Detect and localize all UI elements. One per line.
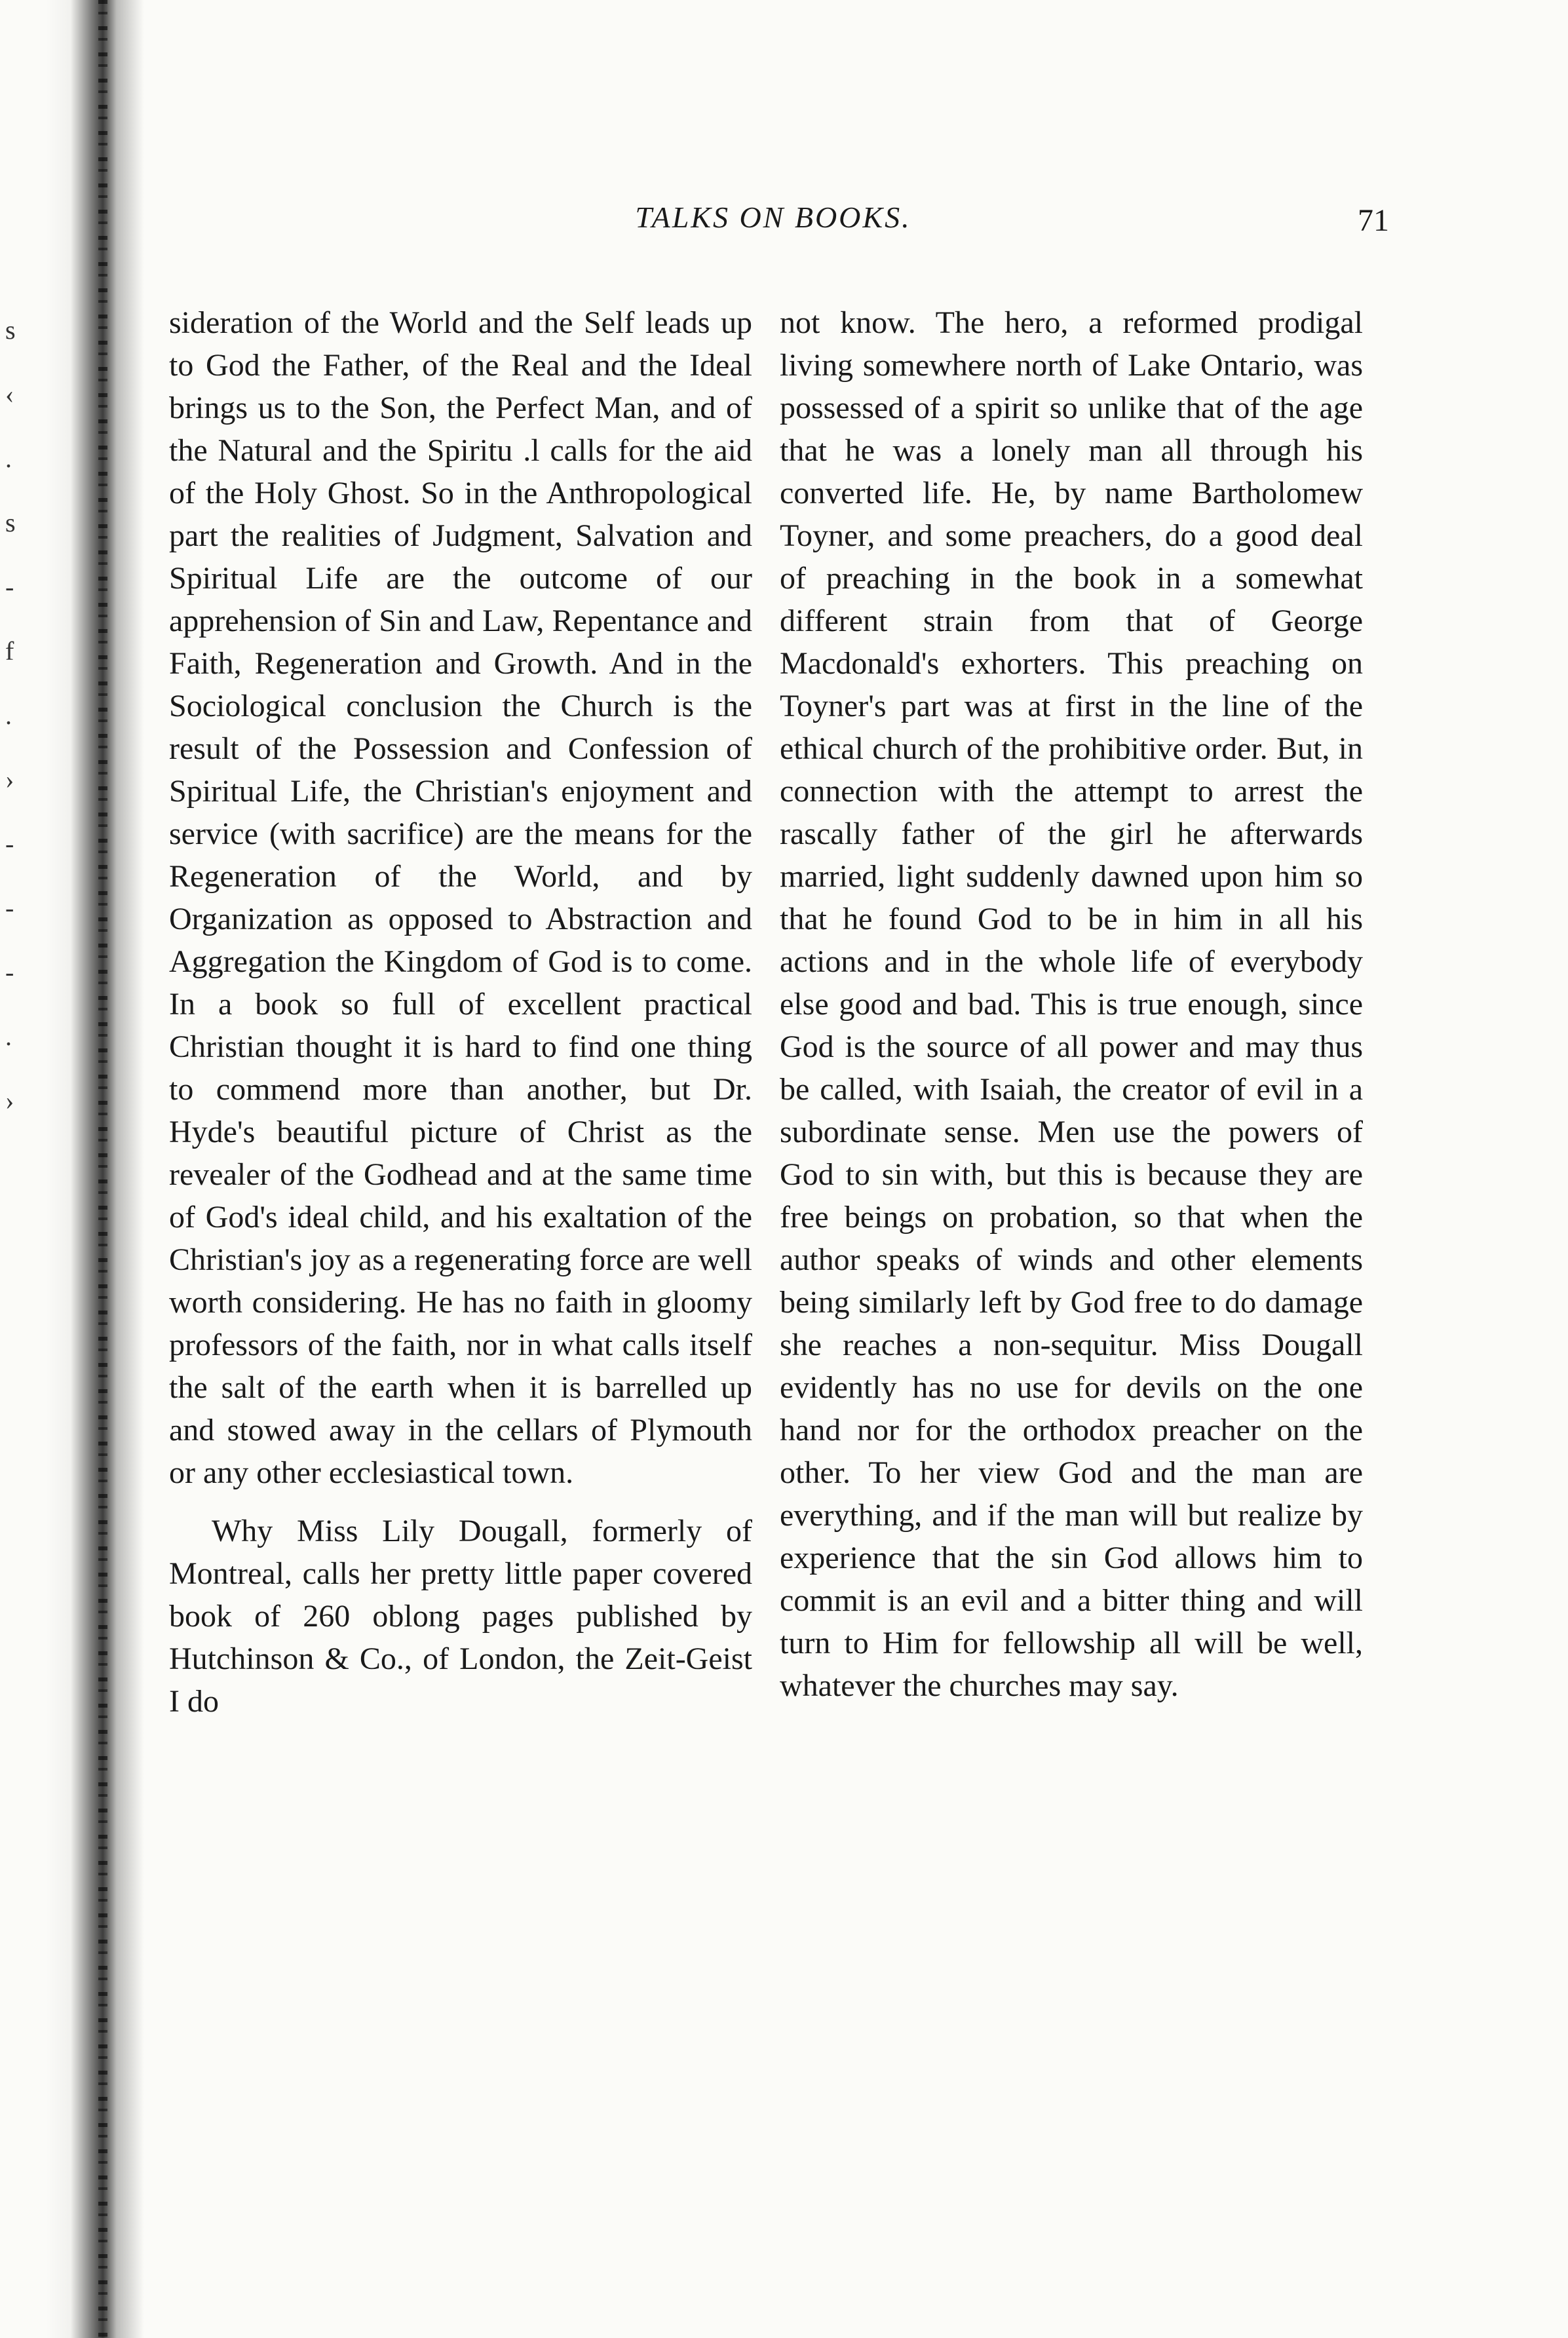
paragraph: not know. The hero, a reformed prodigal living somewhere north of Lake Ontario, was possessed of a spirit so unlike that of the age that he was a lonely man all through his converted life. He, by name Bartholomew Toyner, and some preachers, do a good deal of preaching in the book in a somewhat different strain from that of George Macdonald's exhorters. This preaching on Toyner's part was at first in the line of the ethical church of the prohibitive order. But, in connection with the attempt to arrest the rascally father of the girl he afterwards married, light suddenly dawned upon him so that he found God to be in him in all his actions and in the whole life of everybody else good and bad. This is true enough, since God is the source of all power and may thus be called, with Isaiah, the creator of evil in a subordinate sense. Men use the powers of God to sin with, but this is because they are free beings on probation, so that when the author speaks of winds and other elements being similarly left by God free to do damage she reaches a non-sequitur. Miss Dougall evidently has no use for devils on the one hand nor for the orthodox preacher on the other. To her view God and the man are everything, and if the man will but realize by experience that the sin God allows him to commit is an evil and a bitter thing and will turn to Him for fellowship all will be well, whatever the churches may say. [780, 305, 1363, 1703]
paragraph: sideration of the World and the Self leads up to God the Father, of the Real and the Ideal brings us to the Son, the Perfect Man, and of the Natural and the Spiritu .l calls for the aid of the Holy Ghost. So in the Anthropological part the realities of Judgment, Salvation and Spiritual Life are the outcome of our apprehension of Sin and Law, Repentance and Faith, Regeneration and Growth. And in the Sociological conclusion the Church is the result of the Possession and Confession of Spiritual Life, the Christian's enjoyment and service (with sacrifice) are the means for the Regeneration of the World, and by Organization as opposed to Abstraction and Aggregation the Kingdom of God is to come. In a book so full of excellent practical Christian thought it is hard to find one thing to commend more than another, but Dr. Hyde's beautiful picture of Christ as the revealer of the Godhead and at the same time of God's ideal child, and his exaltation of the Christian's joy as a regenerating force are well worth considering. He has no faith in gloomy professors of the faith, nor in what calls itself the salt of the earth when it is barrelled up and stowed away in the cellars of Plymouth or any other ecclesiastical town. [169, 305, 752, 1490]
running-title: TALKS ON BOOKS. [635, 201, 911, 234]
left-column [169, 301, 752, 1723]
page-number: 71 [1358, 203, 1389, 238]
paragraph: Why Miss Lily Dougall, formerly of Montreal, calls her pretty little paper covered book of 260 oblong pages published by Hutchinson & Co., of London, the Zeit-Geist I do [169, 1514, 752, 1719]
running-head [157, 200, 1389, 252]
binding-edge-shadow [46, 0, 144, 2338]
margin-fragments: s ‹ . s - f . › - - - . › [5, 315, 16, 1115]
right-column [780, 301, 1363, 1707]
